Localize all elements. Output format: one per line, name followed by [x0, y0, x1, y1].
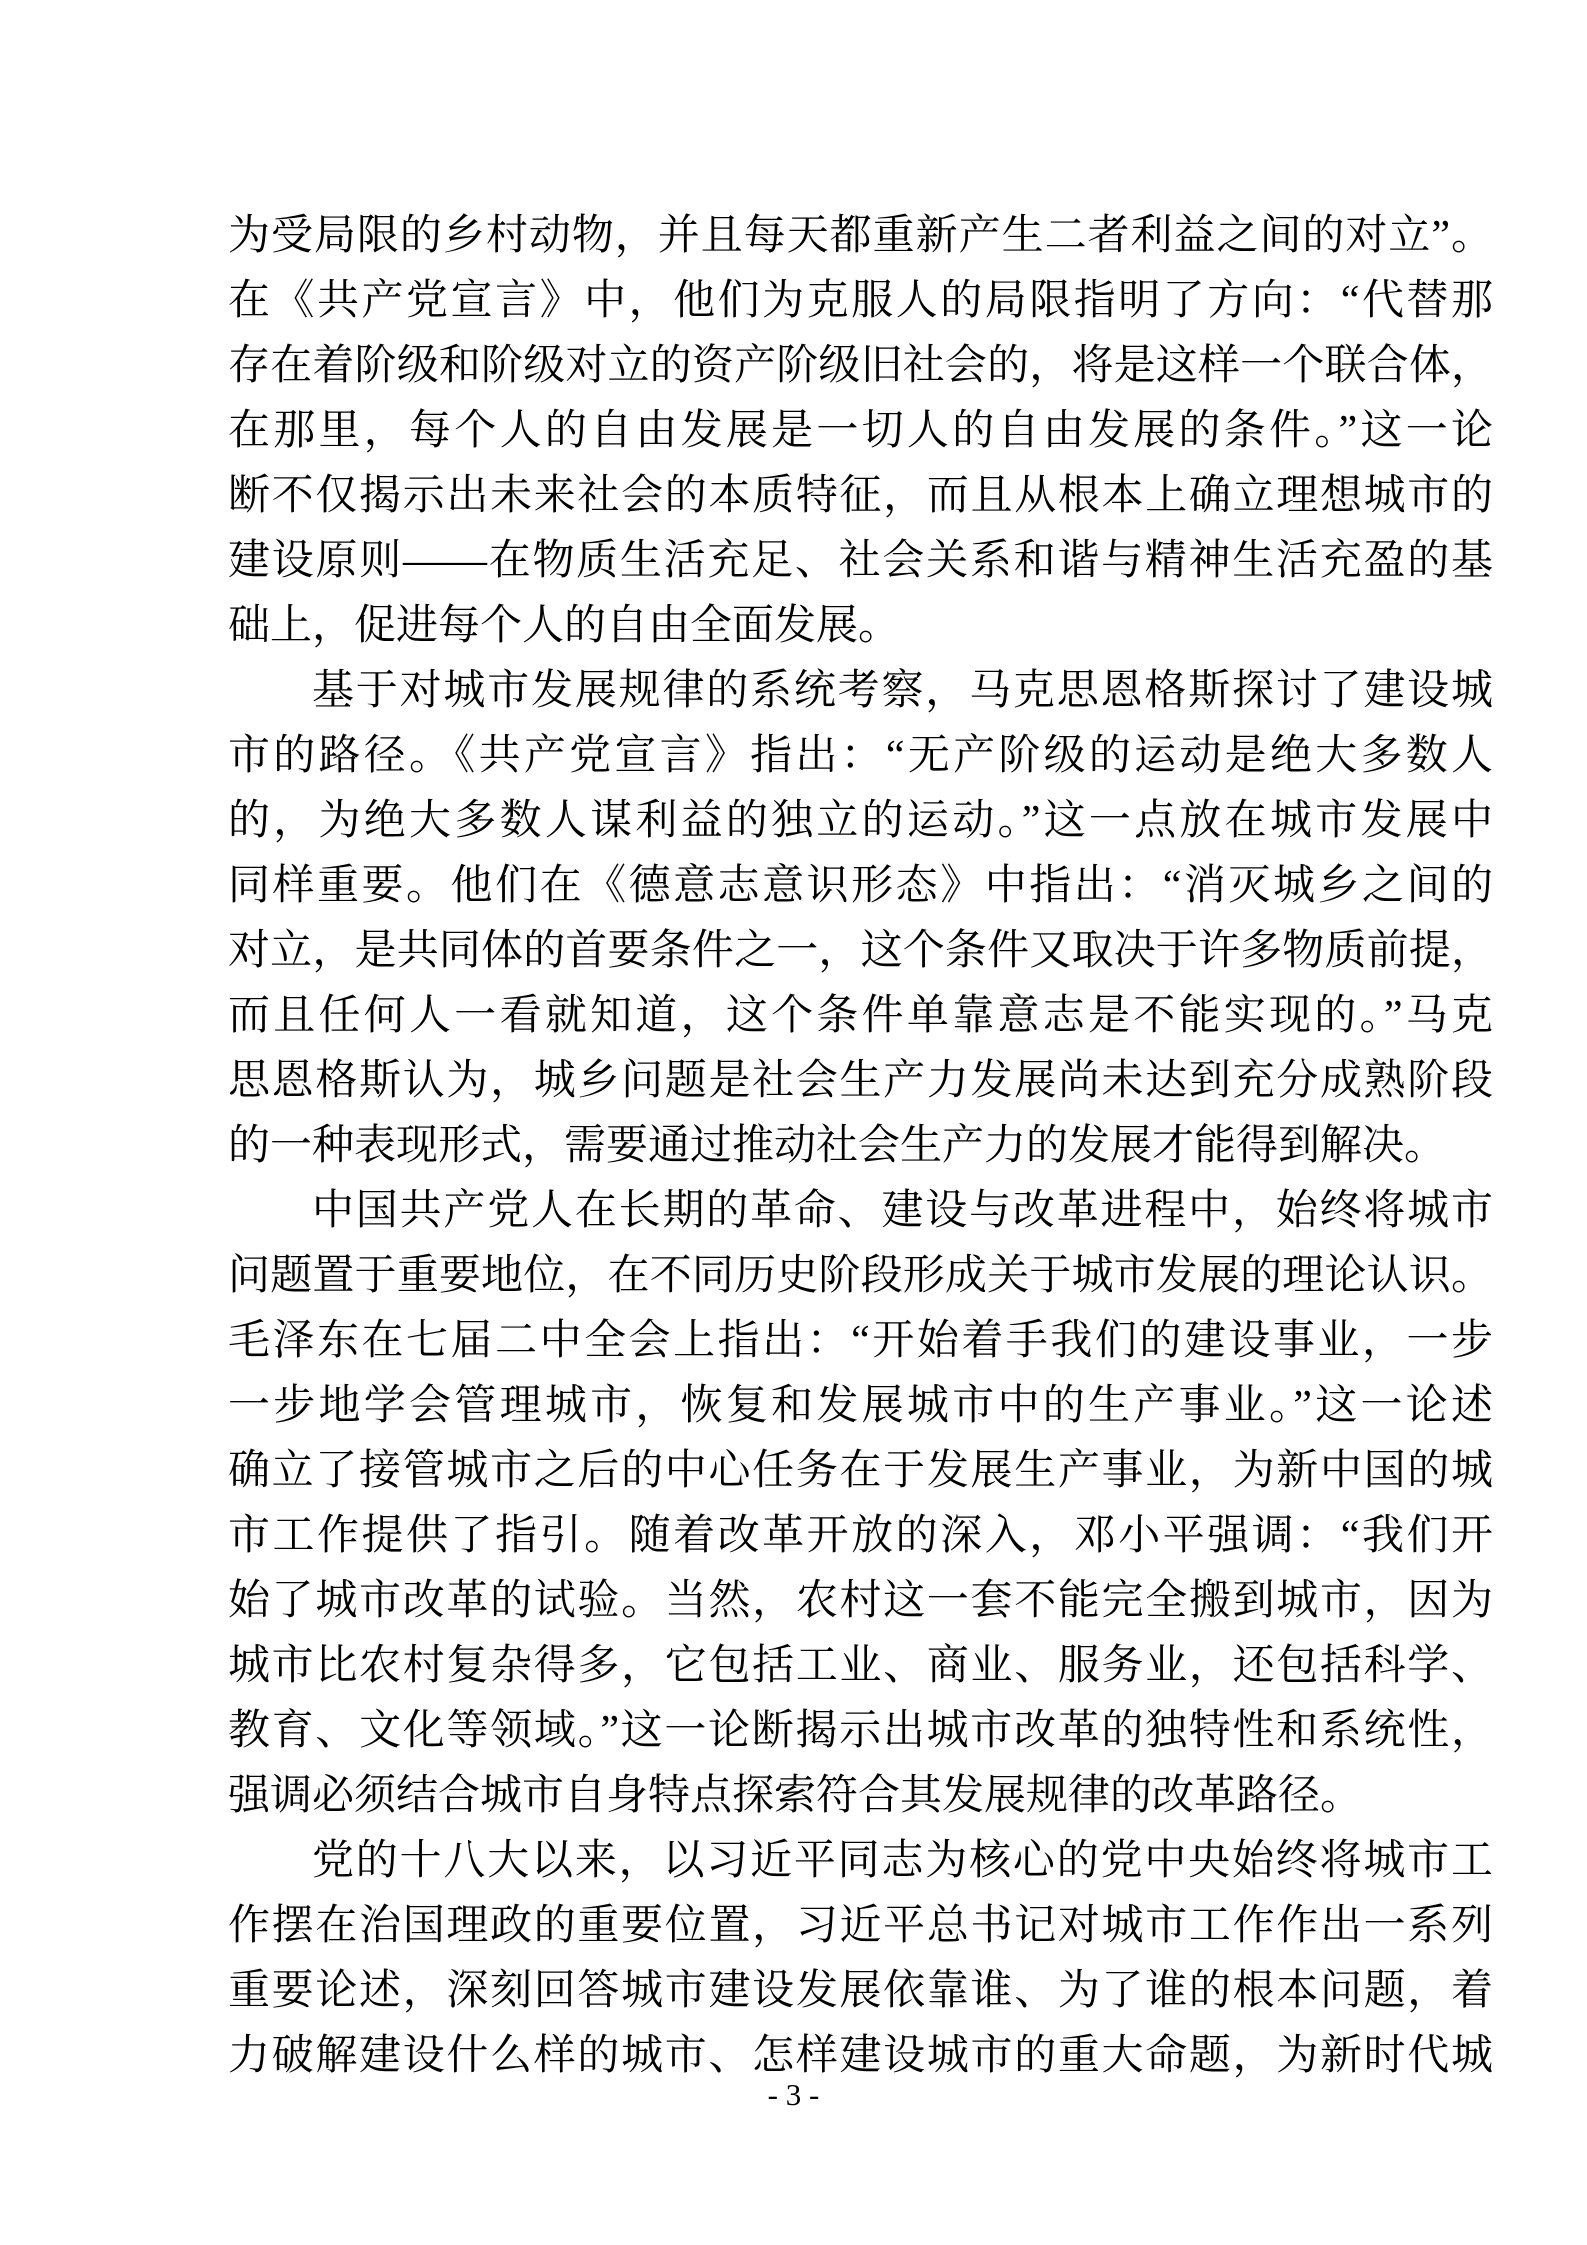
text-line: 思恩格斯认为，城乡问题是社会生产力发展尚未达到充分成熟阶段	[228, 1058, 1493, 1104]
text-line: 建设原则——在物质生活充足、社会关系和谐与精神生活充盈的基	[228, 538, 1493, 584]
text-line: 断不仅揭示出未来社会的本质特征，而且从根本上确立理想城市的	[228, 473, 1493, 519]
text-line-paragraph-start: 党的十八大以来，以习近平同志为核心的党中央始终将城市工	[312, 1838, 1493, 1884]
text-line: 始了城市改革的试验。当然，农村这一套不能完全搬到城市，因为	[228, 1578, 1493, 1624]
text-line: 对立，是共同体的首要条件之一，这个条件又取决于许多物质前提，	[228, 928, 1493, 974]
text-line: 市的路径。《共产党宣言》指出：“无产阶级的运动是绝大多数人	[228, 733, 1493, 779]
text-line-paragraph-end: 强调必须结合城市自身特点探索符合其发展规律的改革路径。	[228, 1773, 1363, 1819]
text-line: 为受局限的乡村动物，并且每天都重新产生二者利益之间的对立”。	[228, 213, 1493, 259]
text-line: 问题置于重要地位，在不同历史阶段形成关于城市发展的理论认识。	[228, 1253, 1493, 1299]
text-line: 在那里，每个人的自由发展是一切人的自由发展的条件。”这一论	[228, 408, 1493, 454]
text-line: 而且任何人一看就知道，这个条件单靠意志是不能实现的。”马克	[228, 993, 1493, 1039]
text-line: 城市比农村复杂得多，它包括工业、商业、服务业，还包括科学、	[228, 1643, 1493, 1689]
text-line: 作摆在治国理政的重要位置，习近平总书记对城市工作作出一系列	[228, 1903, 1493, 1949]
text-line-paragraph-end: 的一种表现形式，需要通过推动社会生产力的发展才能得到解决。	[228, 1123, 1447, 1169]
text-line: 毛泽东在七届二中全会上指出：“开始着手我们的建设事业，一步	[228, 1318, 1493, 1364]
text-line-paragraph-start: 中国共产党人在长期的革命、建设与改革进程中，始终将城市	[312, 1188, 1493, 1234]
text-line: 一步地学会管理城市，恢复和发展城市中的生产事业。”这一论述	[228, 1383, 1493, 1429]
document-body	[228, 204, 1493, 2089]
text-line: 市工作提供了指引。随着改革开放的深入，邓小平强调：“我们开	[228, 1513, 1493, 1559]
page-number: - 3 -	[767, 2077, 820, 2112]
text-line-paragraph-end: 础上，促进每个人的自由全面发展。	[228, 603, 901, 649]
text-line: 教育、文化等领域。”这一论断揭示出城市改革的独特性和系统性，	[228, 1708, 1493, 1754]
text-line: 重要论述，深刻回答城市建设发展依靠谁、为了谁的根本问题，着	[228, 1968, 1493, 2014]
text-line: 存在着阶级和阶级对立的资产阶级旧社会的，将是这样一个联合体，	[228, 343, 1493, 389]
text-line-paragraph-start: 基于对城市发展规律的系统考察，马克思恩格斯探讨了建设城	[312, 668, 1493, 714]
text-line: 的，为绝大多数人谋利益的独立的运动。”这一点放在城市发展中	[228, 798, 1493, 844]
text-line: 在《共产党宣言》中，他们为克服人的局限指明了方向：“代替那	[228, 278, 1493, 324]
text-line: 力破解建设什么样的城市、怎样建设城市的重大命题，为新时代城	[228, 2033, 1493, 2079]
text-line: 同样重要。他们在《德意志意识形态》中指出：“消灭城乡之间的	[228, 863, 1493, 909]
text-line: 确立了接管城市之后的中心任务在于发展生产事业，为新中国的城	[228, 1448, 1493, 1494]
